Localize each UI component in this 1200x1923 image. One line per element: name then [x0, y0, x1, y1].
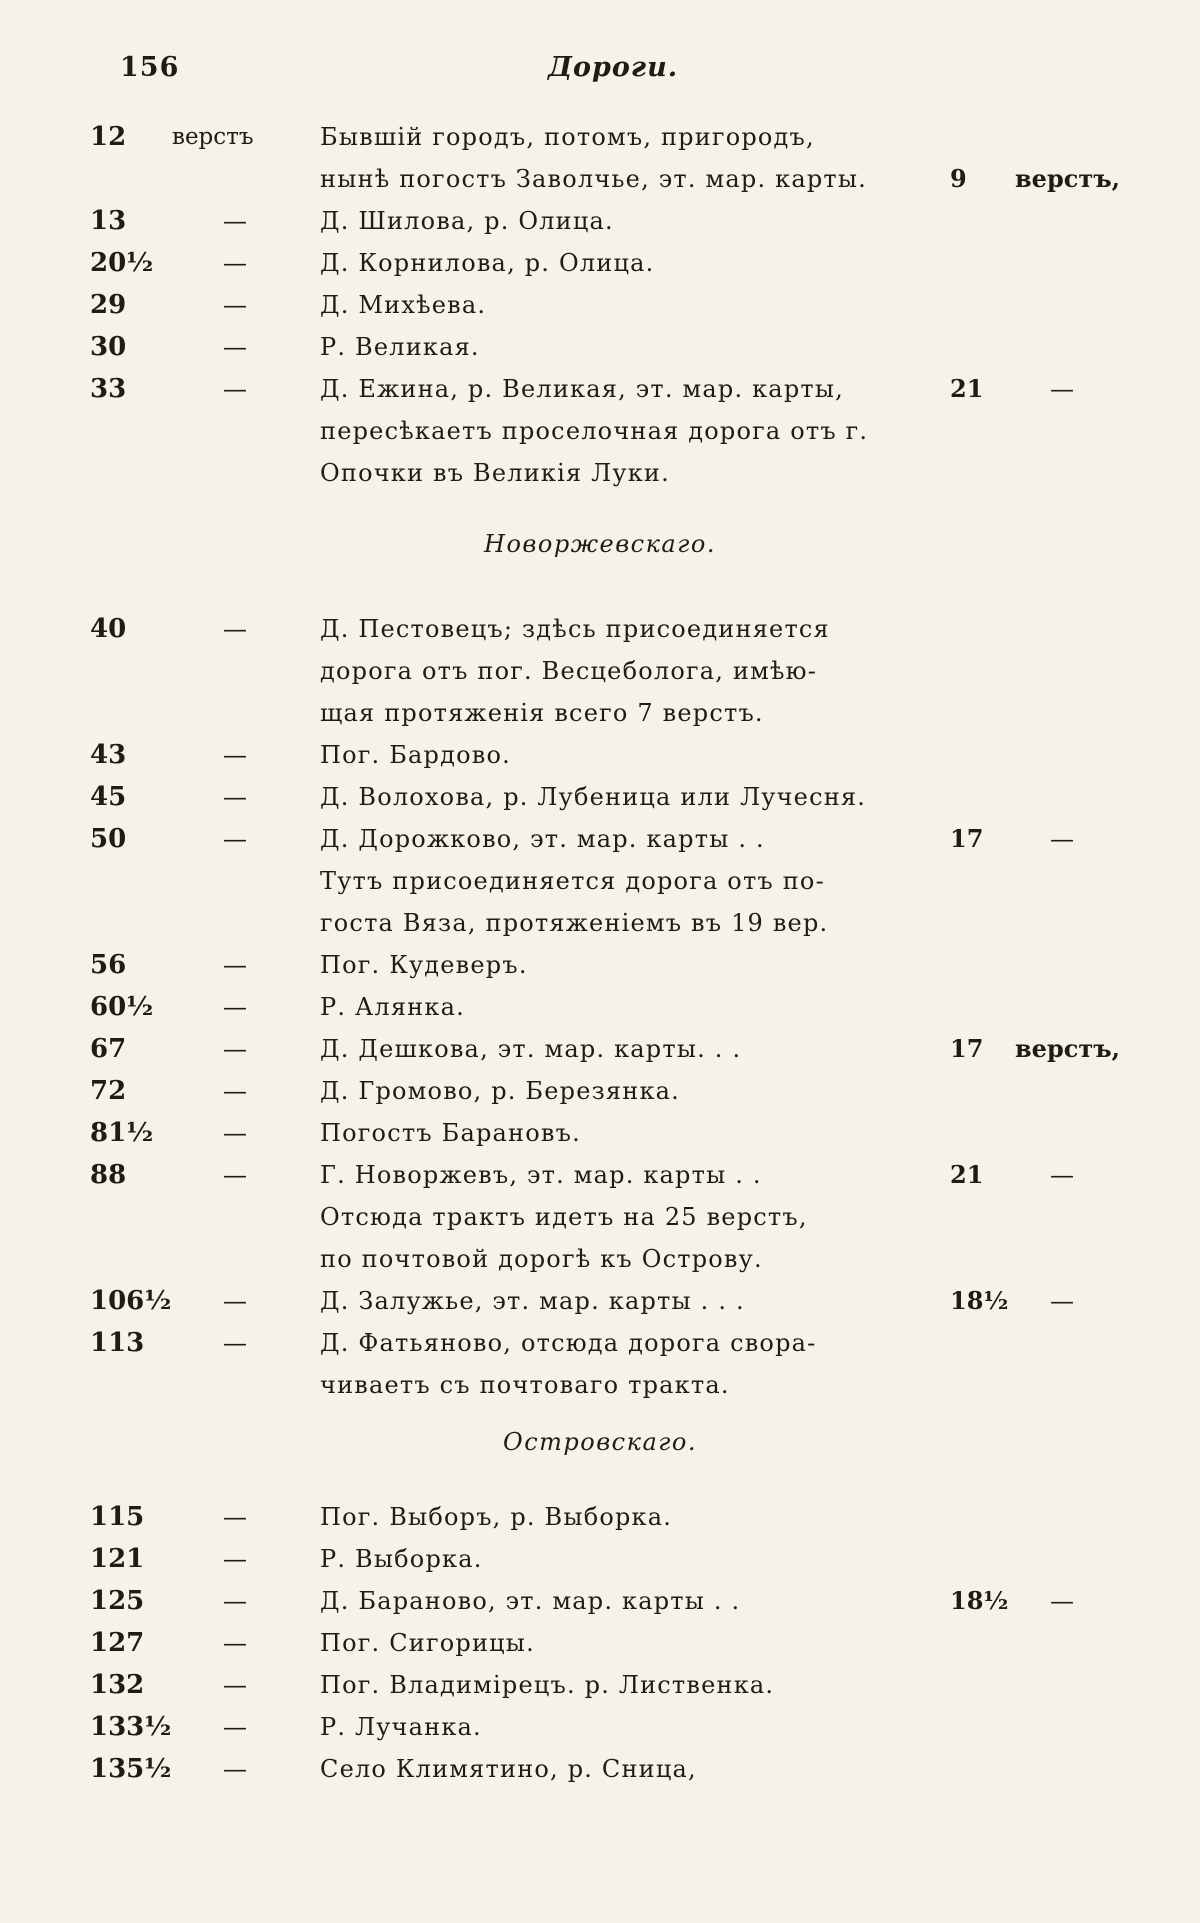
route-entry [0, 692, 1200, 734]
place-description: Г. Новоржевъ, эт. мар. карты . . [320, 1161, 762, 1189]
place-description: Погостъ Барановъ. [320, 1119, 581, 1147]
distance-value: 135½ [90, 1754, 172, 1784]
distance-unit: — [223, 1545, 247, 1573]
distance-value: 88 [90, 1160, 127, 1190]
running-title: Дороги. [548, 52, 679, 83]
distance-unit: — [223, 1035, 247, 1063]
place-description: Д. Волохова, р. Лубеница или Лучесня. [320, 783, 867, 811]
distance-value: 72 [90, 1076, 127, 1106]
route-entry [0, 1622, 1200, 1664]
map-distance-unit: — [1050, 1287, 1074, 1315]
map-distance-unit: — [1050, 375, 1074, 403]
map-distance-value: 17 [950, 824, 984, 853]
map-distance-value: 17 [950, 1034, 984, 1063]
place-description: нынѣ погостъ Заволчье, эт. мар. карты. [320, 165, 867, 193]
route-section-ostrov [0, 1496, 1200, 1790]
route-entry [0, 1580, 1200, 1622]
distance-value: 43 [90, 740, 127, 770]
distance-value: 81½ [90, 1118, 154, 1148]
route-entry [0, 608, 1200, 650]
route-entry [0, 368, 1200, 410]
place-description: Д. Бараново, эт. мар. карты . . [320, 1587, 741, 1615]
route-entry [0, 1664, 1200, 1706]
route-section-1 [0, 116, 1200, 494]
route-entry [0, 326, 1200, 368]
distance-unit: — [223, 1587, 247, 1615]
distance-value: 132 [90, 1670, 145, 1700]
route-entry [0, 1238, 1200, 1280]
place-description: Пог. Кудеверъ. [320, 951, 528, 979]
route-entry [0, 776, 1200, 818]
place-description: Опочки въ Великія Луки. [320, 459, 670, 487]
route-entry [0, 1070, 1200, 1112]
place-description: Тутъ присоединяется дорога отъ по- [320, 867, 825, 895]
place-description: Бывшій городъ, потомъ, пригородъ, [320, 123, 815, 151]
place-description: Д. Громово, р. Березянка. [320, 1077, 680, 1105]
map-distance-value: 18½ [950, 1286, 1009, 1315]
route-entry [0, 200, 1200, 242]
section-heading-novorzhev: Новоржевскаго. [484, 530, 716, 558]
route-entry [0, 944, 1200, 986]
place-description: Р. Алянка. [320, 993, 465, 1021]
distance-unit: — [223, 783, 247, 811]
place-description: Р. Великая. [320, 333, 480, 361]
distance-unit: — [223, 741, 247, 769]
place-description: Д. Пестовецъ; здѣсь присоединяется [320, 615, 830, 643]
route-entry [0, 986, 1200, 1028]
map-distance-unit: — [1050, 825, 1074, 853]
distance-unit: — [223, 1629, 247, 1657]
page-header [0, 52, 1200, 92]
distance-value: 133½ [90, 1712, 172, 1742]
distance-value: 33 [90, 374, 127, 404]
place-description: госта Вяза, протяженіемъ въ 19 вер. [320, 909, 829, 937]
route-entry [0, 902, 1200, 944]
route-entry [0, 650, 1200, 692]
place-description: Д. Дорожково, эт. мар. карты . . [320, 825, 765, 853]
route-entry [0, 860, 1200, 902]
route-entry [0, 1154, 1200, 1196]
page-number: 156 [120, 52, 180, 83]
place-description: Пог. Владимірецъ. р. Лиственка. [320, 1671, 775, 1699]
route-entry [0, 1538, 1200, 1580]
place-description: Отсюда трактъ идетъ на 25 верстъ, [320, 1203, 808, 1231]
place-description: Пог. Сигорицы. [320, 1629, 535, 1657]
place-description: Д. Дешкова, эт. мар. карты. . . [320, 1035, 742, 1063]
route-entry [0, 734, 1200, 776]
distance-value: 50 [90, 824, 127, 854]
distance-value: 40 [90, 614, 127, 644]
route-entry [0, 1364, 1200, 1406]
distance-unit: — [223, 1671, 247, 1699]
map-distance-value: 21 [950, 374, 984, 403]
place-description: Р. Выборка. [320, 1545, 483, 1573]
place-description: Село Климятино, р. Сница, [320, 1755, 697, 1783]
place-description: по почтовой дорогѣ къ Острову. [320, 1245, 763, 1273]
place-description: чиваетъ съ почтоваго тракта. [320, 1371, 730, 1399]
distance-value: 56 [90, 950, 127, 980]
distance-unit: — [223, 1287, 247, 1315]
map-distance-unit: верстъ, [1015, 164, 1120, 193]
place-description: щая протяженія всего 7 верстъ. [320, 699, 764, 727]
place-description: Д. Корнилова, р. Олица. [320, 249, 655, 277]
distance-unit: — [223, 1329, 247, 1357]
place-description: Д. Ежина, р. Великая, эт. мар. карты, [320, 375, 844, 403]
place-description: Р. Лучанка. [320, 1713, 482, 1741]
place-description: Пог. Выборъ, р. Выборка. [320, 1503, 673, 1531]
route-entry [0, 1280, 1200, 1322]
route-entry [0, 818, 1200, 860]
distance-value: 60½ [90, 992, 154, 1022]
distance-unit: — [223, 1755, 247, 1783]
distance-unit: — [223, 375, 247, 403]
place-description: дорога отъ пог. Весцеболога, имѣю- [320, 657, 818, 685]
distance-value: 45 [90, 782, 127, 812]
map-distance-value: 18½ [950, 1586, 1009, 1615]
route-entry [0, 158, 1200, 200]
distance-unit: — [223, 951, 247, 979]
route-entry [0, 1496, 1200, 1538]
route-entry [0, 1112, 1200, 1154]
distance-value: 12 [90, 122, 127, 152]
distance-unit: верстъ [172, 124, 254, 150]
place-description: Д. Михѣева. [320, 291, 487, 319]
route-entry [0, 452, 1200, 494]
distance-value: 121 [90, 1544, 145, 1574]
place-description: Д. Шилова, р. Олица. [320, 207, 614, 235]
route-entry [0, 116, 1200, 158]
distance-value: 113 [90, 1328, 145, 1358]
distance-value: 29 [90, 290, 127, 320]
map-distance-unit: — [1050, 1587, 1074, 1615]
distance-value: 125 [90, 1586, 145, 1616]
place-description: пересѣкаетъ проселочная дорога отъ г. [320, 417, 869, 445]
distance-value: 127 [90, 1628, 145, 1658]
distance-unit: — [223, 1161, 247, 1189]
distance-unit: — [223, 1713, 247, 1741]
distance-unit: — [223, 1119, 247, 1147]
map-distance-value: 21 [950, 1160, 984, 1189]
distance-value: 115 [90, 1502, 145, 1532]
map-distance-unit: — [1050, 1161, 1074, 1189]
distance-unit: — [223, 1077, 247, 1105]
distance-unit: — [223, 1503, 247, 1531]
distance-value: 106½ [90, 1286, 172, 1316]
map-distance-value: 9 [950, 164, 967, 193]
distance-unit: — [223, 825, 247, 853]
route-entry [0, 1322, 1200, 1364]
section-heading-ostrov: Островскаго. [503, 1428, 697, 1456]
distance-value: 13 [90, 206, 127, 236]
map-distance-unit: верстъ, [1015, 1034, 1120, 1063]
distance-unit: — [223, 207, 247, 235]
place-description: Д. Залужье, эт. мар. карты . . . [320, 1287, 745, 1315]
route-section-novorzhev [0, 608, 1200, 1406]
distance-unit: — [223, 333, 247, 361]
distance-value: 30 [90, 332, 127, 362]
route-entry [0, 410, 1200, 452]
place-description: Пог. Бардово. [320, 741, 511, 769]
route-entry [0, 1748, 1200, 1790]
distance-unit: — [223, 291, 247, 319]
route-entry [0, 1028, 1200, 1070]
distance-unit: — [223, 249, 247, 277]
distance-value: 20½ [90, 248, 154, 278]
route-entry [0, 1706, 1200, 1748]
route-entry [0, 1196, 1200, 1238]
distance-unit: — [223, 993, 247, 1021]
route-entry [0, 284, 1200, 326]
distance-value: 67 [90, 1034, 127, 1064]
route-entry [0, 242, 1200, 284]
distance-unit: — [223, 615, 247, 643]
place-description: Д. Фатьяново, отсюда дорога свора- [320, 1329, 817, 1357]
